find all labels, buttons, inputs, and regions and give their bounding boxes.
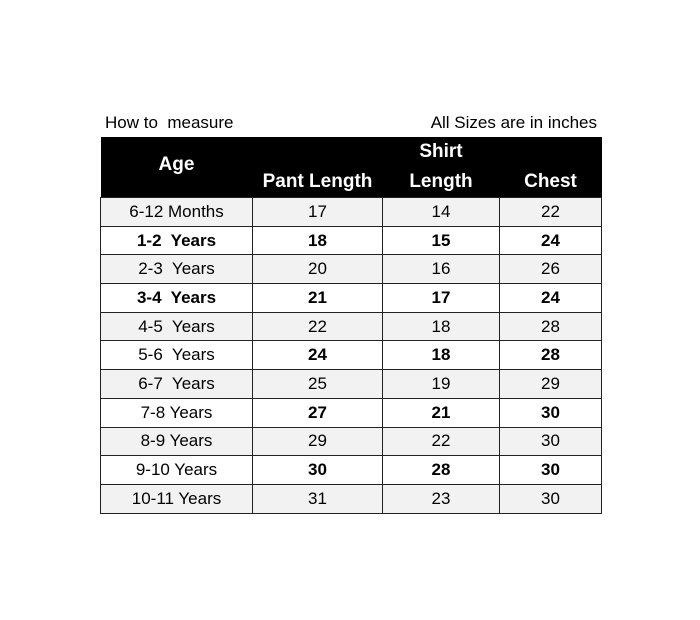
table-row (101, 398, 602, 427)
size-chart-table (100, 137, 602, 514)
age-cell: 10-11 Years (101, 484, 253, 513)
table-row (101, 255, 602, 284)
shirt-length-cell: 28 (383, 456, 500, 485)
header-shirt-line1: Shirt (419, 141, 463, 162)
shirt-length-cell: 22 (383, 427, 500, 456)
chest-cell: 28 (500, 312, 602, 341)
shirt-length-cell: 23 (383, 484, 500, 513)
table-row (101, 226, 602, 255)
table-row (101, 427, 602, 456)
header-chest (500, 137, 602, 198)
age-cell: 6-7 Years (101, 370, 253, 399)
how-to-measure-caption: How to measure (105, 113, 234, 132)
age-cell: 8-9 Years (101, 427, 253, 456)
shirt-length-cell: 21 (383, 398, 500, 427)
units-caption: All Sizes are in inches (430, 113, 597, 132)
chest-cell: 24 (500, 226, 602, 255)
pant-length-cell: 31 (253, 484, 383, 513)
shirt-length-cell: 16 (383, 255, 500, 284)
chest-cell: 26 (500, 255, 602, 284)
shirt-length-cell: 18 (383, 341, 500, 370)
shirt-length-cell: 18 (383, 312, 500, 341)
chest-cell: 29 (500, 370, 602, 399)
table-row (101, 484, 602, 513)
table-row (101, 284, 602, 313)
pant-length-cell: 25 (253, 370, 383, 399)
shirt-length-cell: 15 (383, 226, 500, 255)
shirt-length-cell: 14 (383, 198, 500, 227)
pant-length-cell: 21 (253, 284, 383, 313)
age-cell: 3-4 Years (101, 284, 253, 313)
table-row (101, 341, 602, 370)
table-row (101, 312, 602, 341)
pant-length-cell: 22 (253, 312, 383, 341)
table-row (101, 198, 602, 227)
age-cell: 1-2 Years (101, 226, 253, 255)
pant-length-cell: 24 (253, 341, 383, 370)
shirt-length-cell: 17 (383, 284, 500, 313)
pant-length-cell: 29 (253, 427, 383, 456)
header-shirt-length (383, 137, 500, 198)
pant-length-cell: 27 (253, 398, 383, 427)
chest-cell: 22 (500, 198, 602, 227)
chest-cell: 28 (500, 341, 602, 370)
header-age: Age (158, 154, 195, 175)
header-pant-length (253, 137, 383, 198)
age-cell: 7-8 Years (101, 398, 253, 427)
table-row (101, 370, 602, 399)
chest-cell: 30 (500, 456, 602, 485)
chest-cell: 30 (500, 427, 602, 456)
chest-cell: 30 (500, 484, 602, 513)
age-cell: 4-5 Years (101, 312, 253, 341)
chest-cell: 24 (500, 284, 602, 313)
table-row (101, 456, 602, 485)
chest-cell: 30 (500, 398, 602, 427)
age-cell: 2-3 Years (101, 255, 253, 284)
header-chest-label: Chest (524, 171, 577, 192)
pant-length-cell: 20 (253, 255, 383, 284)
pant-length-cell: 18 (253, 226, 383, 255)
age-cell: 6-12 Months (101, 198, 253, 227)
header-pant-length-label: Pant Length (262, 171, 373, 192)
shirt-length-cell: 19 (383, 370, 500, 399)
table-header-row (101, 137, 602, 198)
pant-length-cell: 30 (253, 456, 383, 485)
header-shirt-line2: Length (409, 171, 473, 192)
pant-length-cell: 17 (253, 198, 383, 227)
age-cell: 5-6 Years (101, 341, 253, 370)
age-cell: 9-10 Years (101, 456, 253, 485)
